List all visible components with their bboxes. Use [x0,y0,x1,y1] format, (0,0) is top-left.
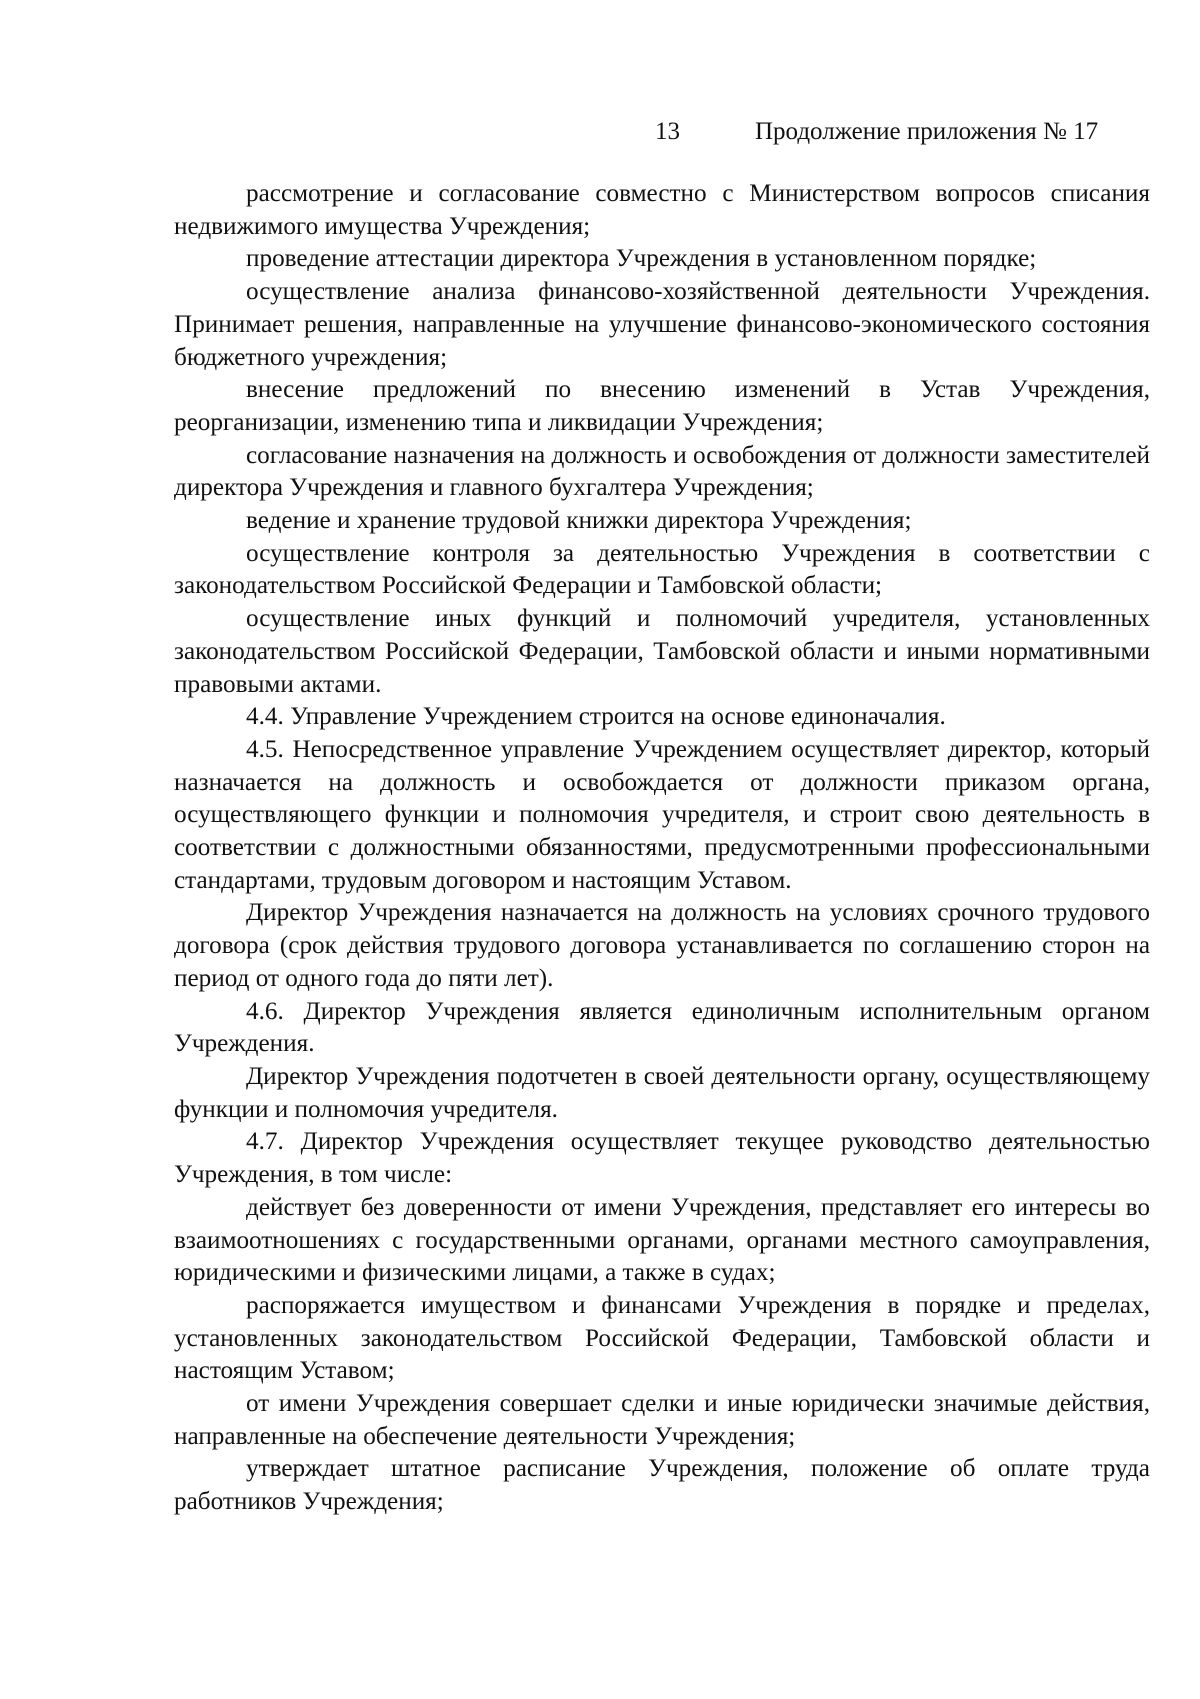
page-header [0,114,1200,150]
paragraph: Директор Учреждения назначается на должность на условиях срочного трудового договора (срок действия трудового договора устанавливается по соглашению сторон на период от одного года до пяти лет). [174,899,1150,992]
paragraph: осуществление анализа финансово-хозяйственной деятельности Учреждения. Принимает решения, направленные на улучшение финансово-экономического состояния бюджетного учреждения; [174,278,1150,371]
appendix-continuation-note: Продолжение приложения № 17 [755,118,1099,145]
page-number: 13 [655,118,680,145]
paragraph: внесение предложений по внесению изменений в Устав Учреждения, реорганизации, изменению типа и ликвидации Учреждения; [174,376,1150,436]
paragraph: осуществление иных функций и полномочий учредителя, установленных законодательством Российской Федерации, Тамбовской области и иными нормативными правовыми актами. [174,605,1150,698]
paragraph: распоряжается имуществом и финансами Учреждения в порядке и пределах, установленных законодательством Российской Федерации, Тамбовской области и настоящим Уставом; [174,1291,1150,1385]
paragraph: ведение и хранение трудовой книжки директора Учреждения; [246,507,912,535]
document-body [174,178,1150,1519]
section-4-7: 4.7. Директор Учреждения осуществляет текущее руководство деятельностью Учреждения, в том числе: [174,1128,1150,1189]
section-4-4: 4.4. Управление Учреждением строится на основе единоначалия. [246,703,946,731]
paragraph: рассмотрение и согласование совместно с Министерством вопросов списания недвижимого имущества Учреждения; [174,180,1150,240]
paragraph: утверждает штатное расписание Учреждения, положение об оплате труда работников Учреждения; [174,1455,1150,1516]
paragraph: действует без доверенности от имени Учреждения, представляет его интересы во взаимоотношениях с государственными органами, органами местного самоуправления, юридическими и физическими лицами, а также в судах; [174,1193,1150,1287]
paragraph: проведение аттестации директора Учреждения в установленном порядке; [246,245,1037,273]
section-4-5: 4.5. Непосредственное управление Учреждением осуществляет директор, который назначается на должность и освобождается от должности приказом органа, осуществляющего функции и полномочия учредителя, и строит свою деятельность в соответствии с должностными обязанностями, предусмотренными профессиональными стандартами, трудовым договором и настоящим Уставом. [174,735,1150,894]
section-4-6: 4.6. Директор Учреждения является единоличным исполнительным органом Учреждения. [174,997,1150,1058]
paragraph: согласование назначения на должность и освобождения от должности заместителей директора Учреждения и главного бухгалтера Учреждения; [174,441,1150,502]
paragraph: Директор Учреждения подотчетен в своей деятельности органу, осуществляющему функции и полномочия учредителя. [174,1062,1150,1123]
paragraph: от имени Учреждения совершает сделки и иные юридически значимые действия, направленные на обеспечение деятельности Учреждения; [174,1390,1150,1450]
paragraph: осуществление контроля за деятельностью Учреждения в соответствии с законодательством Российской Федерации и Тамбовской области; [174,539,1150,600]
